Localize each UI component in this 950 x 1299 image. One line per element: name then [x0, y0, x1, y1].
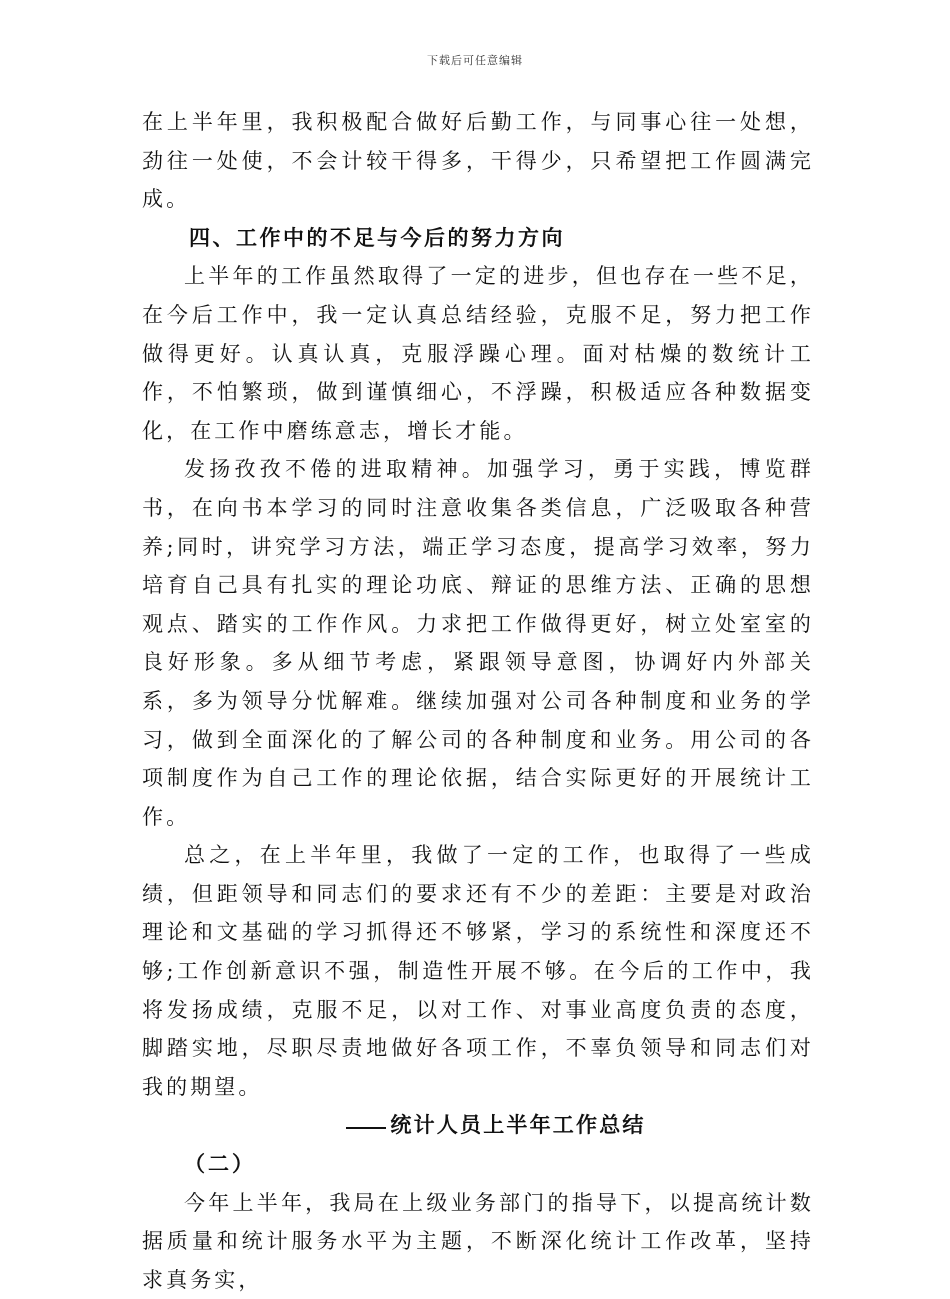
paragraph-logistics: 在上半年里，我积极配合做好后勤工作，与同事心往一处想，劲往一处使，不会计较干得多，干得少，只希望把工作圆满完成。 [142, 110, 814, 212]
title-blank-line [346, 1127, 386, 1129]
page-header: 下载后可任意编辑 [427, 54, 523, 67]
title-text: 统计人员上半年工作总结 [390, 1112, 646, 1138]
document-body [142, 103, 814, 1299]
section-label: （二） [184, 1151, 256, 1177]
paragraph-shortcomings: 上半年的工作虽然取得了一定的进步，但也存在一些不足，在今后工作中，我一定认真总结经验，克服不足，努力把工作做得更好。认真认真，克服浮躁心理。面对枯燥的数统计工作，不怕繁琐，做到谨慎细心，不浮躁，积极适应各种数据变化，在工作中磨练意志，增长才能。 [142, 264, 814, 443]
paragraph-first-half-intro: 今年上半年，我局在上级业务部门的指导下，以提高统计数据质量和统计服务水平为主题，不断深化统计工作改革，坚持求真务实， [142, 1190, 814, 1292]
paragraph-conclusion: 总之，在上半年里，我做了一定的工作，也取得了一些成绩，但距领导和同志们的要求还有不少的差距：主要是对政治理论和文基础的学习抓得还不够紧，学习的系统性和深度还不够;工作创新意识不强，制造性开展不够。在今后的工作中，我将发扬成绩，克服不足，以对工作、对事业高度负责的态度，脚踏实地，尽职尽责地做好各项工作，不辜负领导和同志们对我的期望。 [142, 843, 814, 1099]
document-title [142, 1106, 814, 1145]
section-heading-shortcomings: 四、工作中的不足与今后的努力方向 [189, 224, 565, 250]
paragraph-learning-spirit: 发扬孜孜不倦的进取精神。加强学习，勇于实践，博览群书，在向书本学习的同时注意收集各类信息，广泛吸取各种营养;同时，讲究学习方法，端正学习态度，提高学习效率，努力培育自己具有扎实的理论功底、辩证的思维方法、正确的思想观点、踏实的工作作风。力求把工作做得更好，树立处室室的良好形象。多从细节考虑，紧跟领导意图，协调好内外部关系，多为领导分忧解难。继续加强对公司各种制度和业务的学习，做到全面深化的了解公司的各种制度和业务。用公司的各项制度作为自己工作的理论依据，结合实际更好的开展统计工作。 [142, 457, 814, 829]
